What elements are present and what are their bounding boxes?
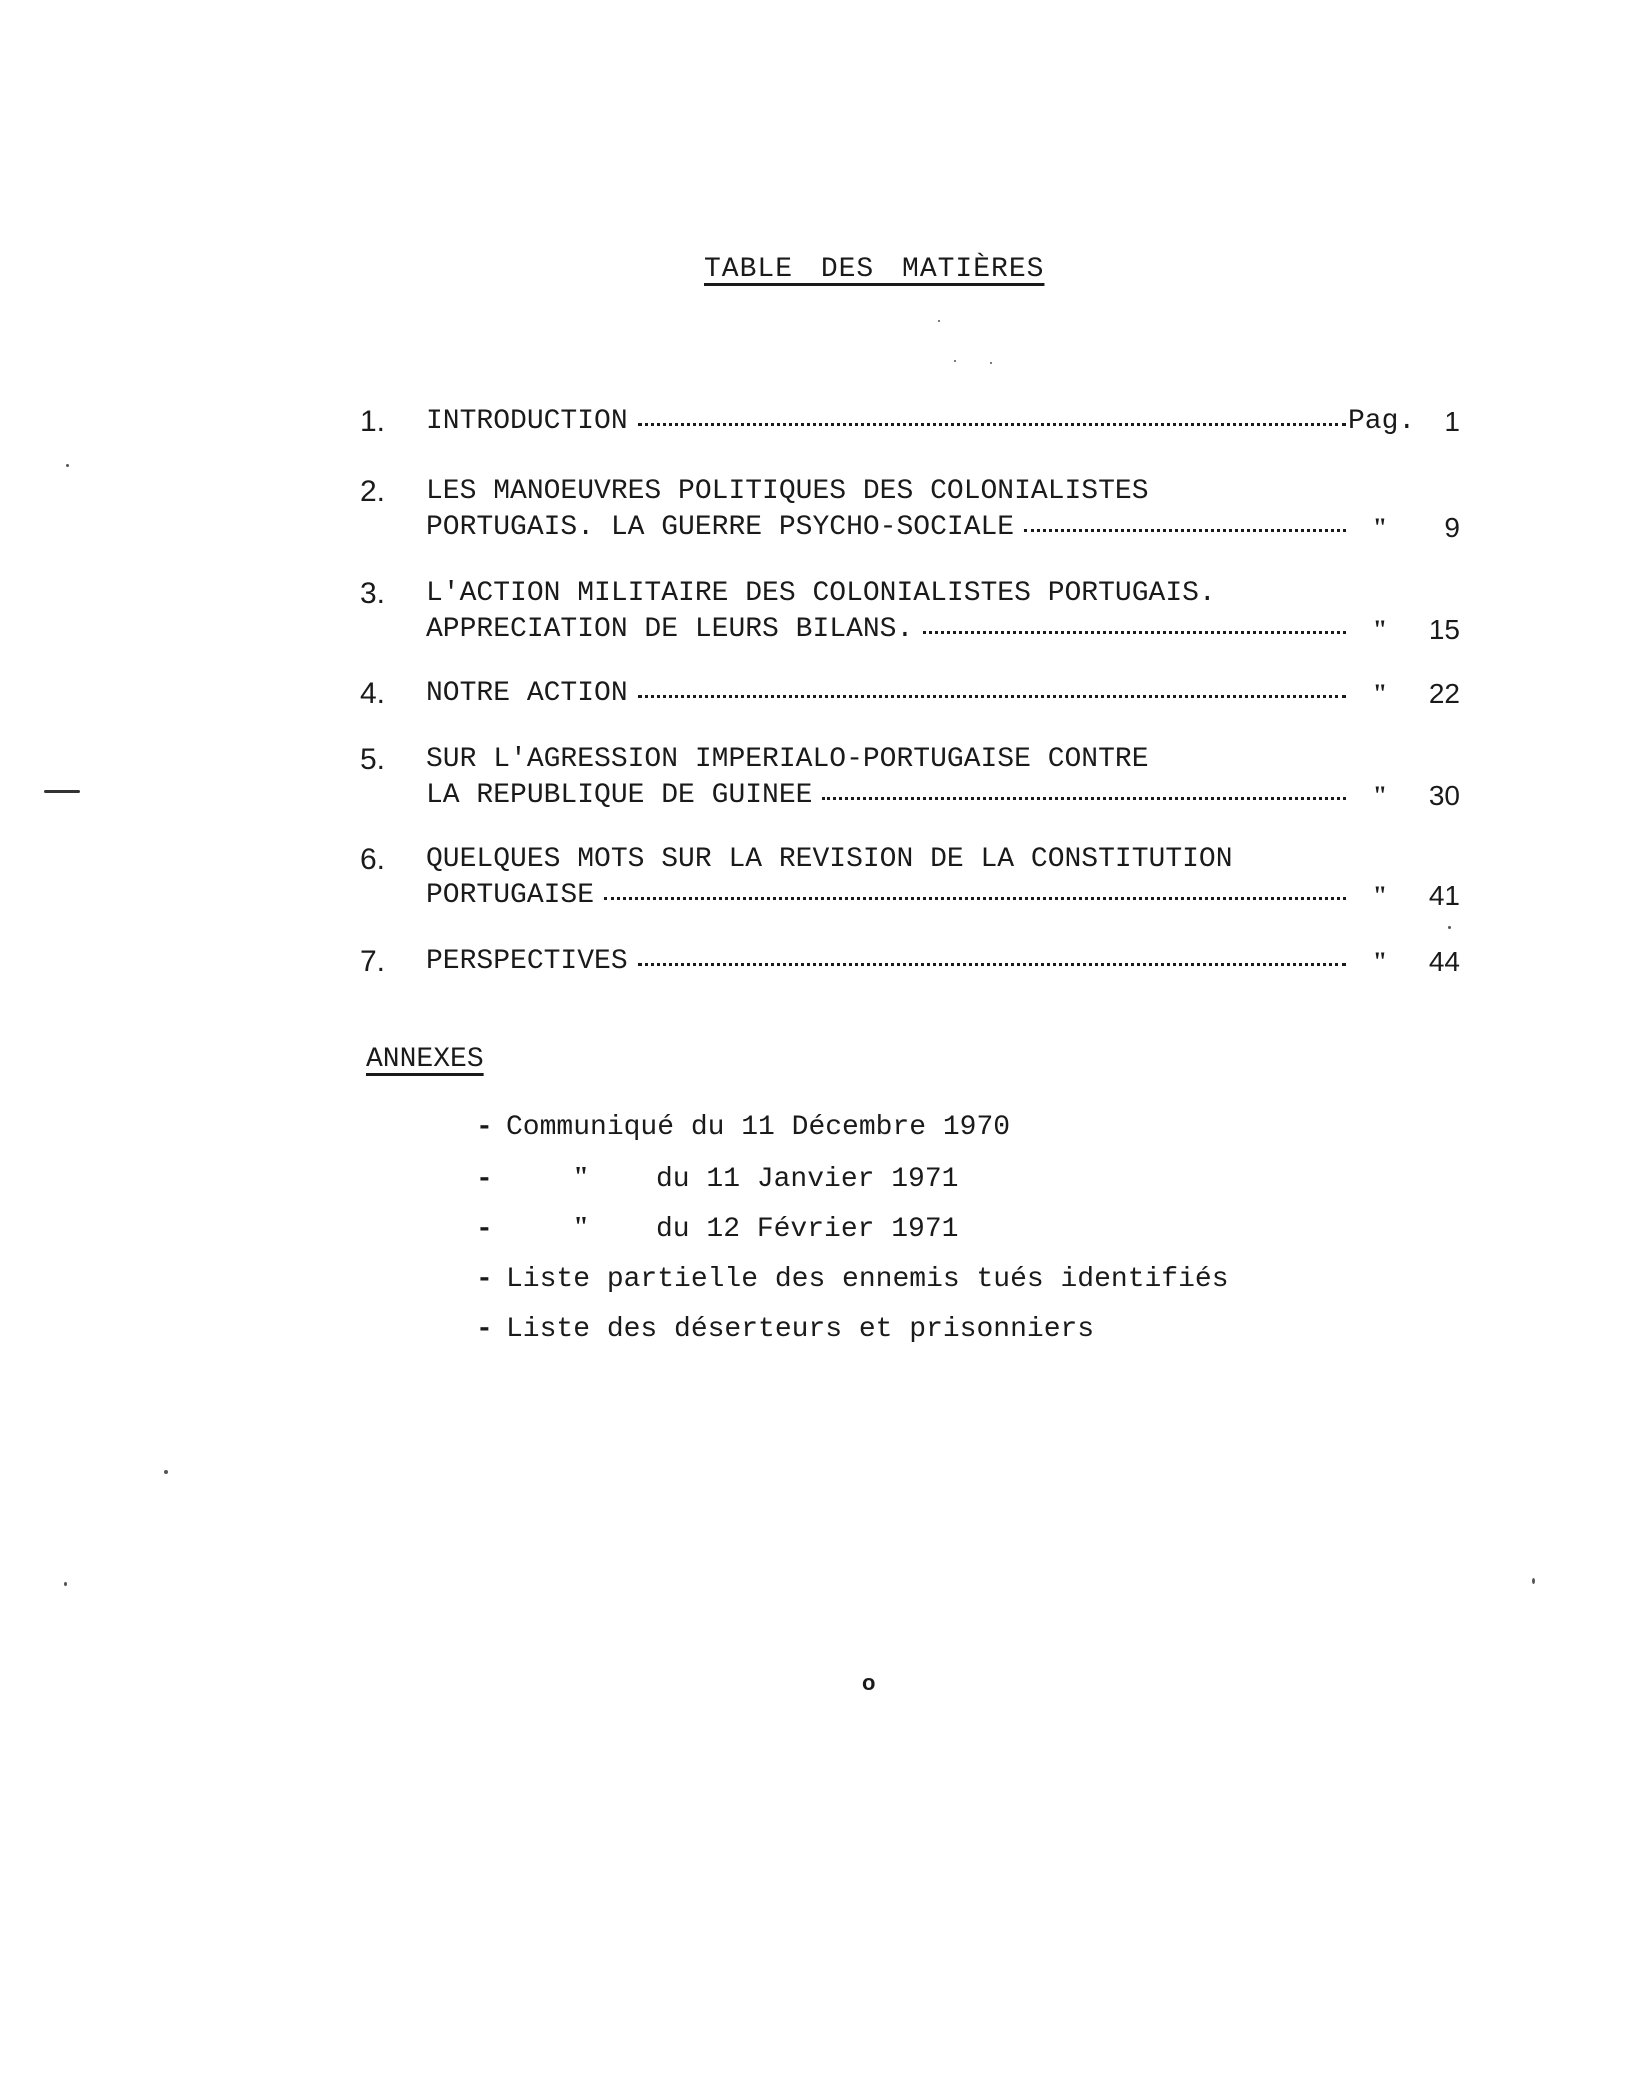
toc-entry-page: 30 xyxy=(1428,780,1460,811)
toc-entry-title-cont: PORTUGAIS. LA GUERRE PSYCHO-SOCIALE xyxy=(426,512,1015,543)
toc-entry-ref: " xyxy=(1372,679,1388,708)
annex-dash: - xyxy=(476,1314,493,1345)
page-title: TABLE DES MATIÈRES xyxy=(704,254,1045,285)
toc-entry-number: 1. xyxy=(360,405,386,438)
toc-entry-text xyxy=(426,404,1346,440)
annexes-heading: ANNEXES xyxy=(366,1044,484,1075)
annex-item xyxy=(476,1262,1229,1298)
annex-text: Liste des déserteurs et prisonniers xyxy=(506,1314,1095,1345)
toc-entry-title-cont: LA REPUBLIQUE DE GUINEE xyxy=(426,780,813,811)
scan-speck xyxy=(1532,1578,1535,1584)
leader-dots xyxy=(638,945,1346,966)
leader-dots xyxy=(638,405,1346,426)
toc-entry-ref: " xyxy=(1372,881,1388,910)
toc-entry-number: 4. xyxy=(360,677,386,710)
leader-dots xyxy=(1024,511,1346,532)
toc-entry-ref: " xyxy=(1372,513,1388,542)
annex-item xyxy=(476,1110,1010,1146)
annex-ditto: " xyxy=(573,1162,589,1193)
toc-entry-page: 41 xyxy=(1428,880,1460,911)
scan-speck xyxy=(954,360,956,362)
toc-entry-text xyxy=(426,474,1346,546)
toc-entry-text xyxy=(426,944,1346,980)
toc-entry-title: LES MANOEUVRES POLITIQUES DES COLONIALISTES xyxy=(426,476,1149,507)
toc-entry-number: 5. xyxy=(360,743,386,776)
toc-entry-page: 9 xyxy=(1444,512,1460,543)
scan-speck xyxy=(164,1470,168,1474)
annex-item xyxy=(476,1160,958,1198)
scan-speck xyxy=(64,1582,67,1586)
annex-item xyxy=(476,1312,1094,1348)
toc-entry-title: SUR L'AGRESSION IMPERIALO-PORTUGAISE CONTRE xyxy=(426,744,1149,775)
annex-dash: - xyxy=(476,1264,493,1295)
annex-ditto: " xyxy=(573,1212,589,1243)
annex-item xyxy=(476,1210,958,1248)
footer-mark: o xyxy=(862,1670,876,1695)
toc-entry-number: 3. xyxy=(360,577,386,610)
toc-entry-page: 1 xyxy=(1444,406,1460,437)
scan-speck xyxy=(938,320,940,322)
toc-entry-title: L'ACTION MILITAIRE DES COLONIALISTES PORTUGAIS. xyxy=(426,578,1216,609)
scan-speck xyxy=(990,362,992,364)
annex-text: du 12 Février 1971 xyxy=(656,1214,959,1245)
toc-entry-text xyxy=(426,742,1346,814)
annex-dash: - xyxy=(476,1112,493,1143)
toc-entry-number: 7. xyxy=(360,945,386,978)
toc-entry-title: QUELQUES MOTS SUR LA REVISION DE LA CONSTITUTION xyxy=(426,844,1233,875)
annex-text: Liste partielle des ennemis tués identifiés xyxy=(506,1264,1229,1295)
toc-entry-text xyxy=(426,676,1346,712)
toc-entry-ref: " xyxy=(1372,781,1388,810)
toc-entry-title-cont: APPRECIATION DE LEURS BILANS. xyxy=(426,614,914,645)
leader-dots xyxy=(638,677,1346,698)
scan-speck xyxy=(66,464,69,467)
toc-entry-ref: " xyxy=(1372,947,1388,976)
leader-dots xyxy=(923,613,1346,634)
toc-entry-title: INTRODUCTION xyxy=(426,406,628,437)
toc-entry-ref: Pag. xyxy=(1348,406,1416,437)
toc-entry-ref: " xyxy=(1372,615,1388,644)
toc-entry-page: 44 xyxy=(1428,946,1460,977)
toc-entry-page: 15 xyxy=(1428,614,1460,645)
leader-dots xyxy=(604,879,1346,900)
toc-entry-page: 22 xyxy=(1428,678,1460,709)
toc-entry-number: 2. xyxy=(360,475,386,508)
toc-entry-title-cont: PORTUGAISE xyxy=(426,880,595,911)
toc-entry-title: PERSPECTIVES xyxy=(426,946,628,977)
toc-entry-text xyxy=(426,842,1346,914)
leader-dots xyxy=(822,779,1346,800)
toc-entry-text xyxy=(426,576,1346,648)
scan-mark xyxy=(44,790,80,793)
scan-speck xyxy=(1448,926,1451,929)
annex-dash: - xyxy=(476,1214,493,1245)
annex-text: Communiqué du 11 Décembre 1970 xyxy=(506,1112,1011,1143)
annex-text: du 11 Janvier 1971 xyxy=(656,1164,959,1195)
toc-entry-number: 6. xyxy=(360,843,386,876)
toc-entry-title: NOTRE ACTION xyxy=(426,678,628,709)
annex-dash: - xyxy=(476,1164,493,1195)
